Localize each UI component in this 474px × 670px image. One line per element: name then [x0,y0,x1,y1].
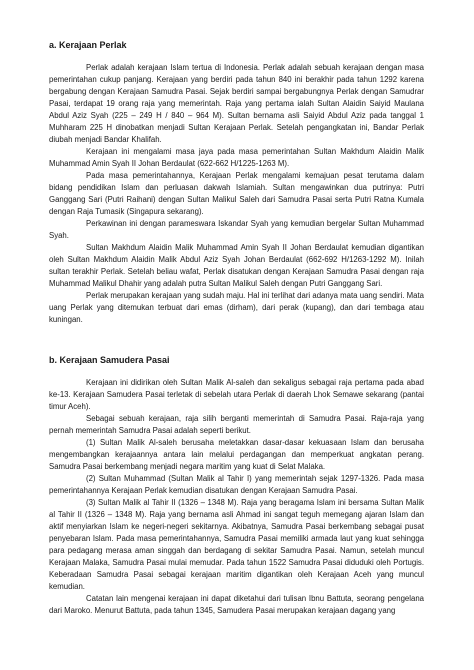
paragraph: Perlak adalah kerajaan Islam tertua di Indonesia. Perlak adalah sebuah kerajaan dengan masa pemerintahan cukup panjang. Kerajaan yang berdiri pada tahun 840 ini berakhir pada tahun 1292 karena bergabung dengan Kerajaan Samudra Pasai. Sejak berdiri sampai bergabungnya Perlak dengan Samudrar Pasai, terdapat 19 orang raja yang memerintah. Raja yang pertama ialah Sultan Alaidin Saiyid Maulana Abdul Aziz Syah (225 – 249 H / 840 – 964 M). Sultan bernama asli Saiyid Abdul Aziz pada tanggal 1 Muhharam 225 H dinobatkan menjadi Sultan Kerajaan Perlak. Setelah pengangkatan ini, Bandar Perlak diubah menjadi Bandar Khalifah. [49,63,424,144]
paragraph: Catatan lain mengenai kerajaan ini dapat diketahui dari tulisan Ibnu Battuta, seorang pengelana dari Maroko. Menurut Battuta, pada tahun 1345, Samudera Pasai merupakan kerajaan dagang yang [49,594,424,615]
paragraph: (2) Sultan Muhammad (Sultan Malik al Tahir I) yang memerintah sejak 1297-1326. Pada masa pemerintahannya Kerajaan Perlak kemudian disatukan dengan Kerajaan Samudra Pasai. [49,474,424,495]
paragraph: Sebagai sebuah kerajaan, raja silih berganti memerintah di Samudra Pasai. Raja-raja yang pernah memerintah Samudra Pasai adalah seperti berikut. [49,414,424,435]
paragraph: Kerajaan ini didirikan oleh Sultan Malik Al-saleh dan sekaligus sebagai raja pertama pada abad ke-13. Kerajaan Samudera Pasai terletak di sebelah utara Perlak di daerah Lhok Semawe sekarang (pantai timur Aceh). [49,378,424,411]
paragraph: Perkawinan ini dengan parameswara Iskandar Syah yang kemudian bergelar Sultan Muhammad Syah. [49,219,424,240]
paragraph: (3) Sultan Malik al Tahir II (1326 – 1348 M). Raja yang beragama Islam ini bersama Sultan Malik al Tahir II (1326 – 1348 M). Raja yang bernama asli Ahmad ini sangat teguh memegang ajaran Islam dan aktif menyiarkan Islam ke negeri-negeri sekitarnya. Akibatnya, Samudra Pasai berkembang sebagai pusat penyebaran Islam. Pada masa pemerintahannya, Samudra Pasai memiliki armada laut yang kuat sehingga para pedagang merasa aman singgah dan berdagang di sekitar Samudra Pasai. Namun, setelah muncul Kerajaan Malaka, Samudra Pasai mulai memudar. Pada tahun 1522 Samudra Pasai diduduki oleh Portugis. Keberadaan Samudra Pasai sebagai kerajaan maritim digantikan oleh Kerajaan Aceh yang muncul kemudian. [49,498,424,591]
paragraph: Pada masa pemerintahannya, Kerajaan Perlak mengalami kemajuan pesat terutama dalam bidang pendidikan Islam dan perluasan dakwah Islamiah. Sultan mengawinkan dua putrinya: Putri Ganggang Sari (Putri Raihani) dengan Sultan Malikul Saleh dari Samudra Pasai serta Putri Ratna Kumala dengan Raja Tumasik (Singapura sekarang). [49,171,424,216]
section-heading-perlak: a. Kerajaan Perlak [49,40,127,50]
paragraph: Perlak merupakan kerajaan yang sudah maju. Hal ini terlihat dari adanya mata uang sendiri. Mata uang Perlak yang ditemukan terbuat dari emas (dirham), dari perak (kupang), dan dari tembaga atau kuningan. [49,291,424,324]
section-heading-samudera-pasai: b. Kerajaan Samudera Pasai [49,355,170,365]
paragraph: Kerajaan ini mengalami masa jaya pada masa pemerintahan Sultan Makhdum Alaidin Malik Muhammad Amin Syah II Johan Berdaulat (622-662 H/1225-1263 M). [49,147,424,168]
paragraph: (1) Sultan Malik Al-saleh berusaha meletakkan dasar-dasar kekuasaan Islam dan berusaha mengembangkan kerajaannya antara lain melalui perdagangan dan memperkuat angkatan perang. Samudra Pasai berkembang menjadi negara maritim yang kuat di Selat Malaka. [49,438,424,471]
paragraph: Sultan Makhdum Alaidin Malik Muhammad Amin Syah II Johan Berdaulat kemudian digantikan oleh Sultan Makhdum Alaidin Malik Abdul Aziz Syah Johan Berdaulat (662-692 H/1263-1292 M). Inilah sultan terakhir Perlak. Setelah beliau wafat, Perlak disatukan dengan Kerajaan Samudra Pasai dengan raja Muhammad Malikul Dhahir yang adalah putra Sultan Malikul Saleh dengan Putri Ganggang Sari. [49,243,424,288]
